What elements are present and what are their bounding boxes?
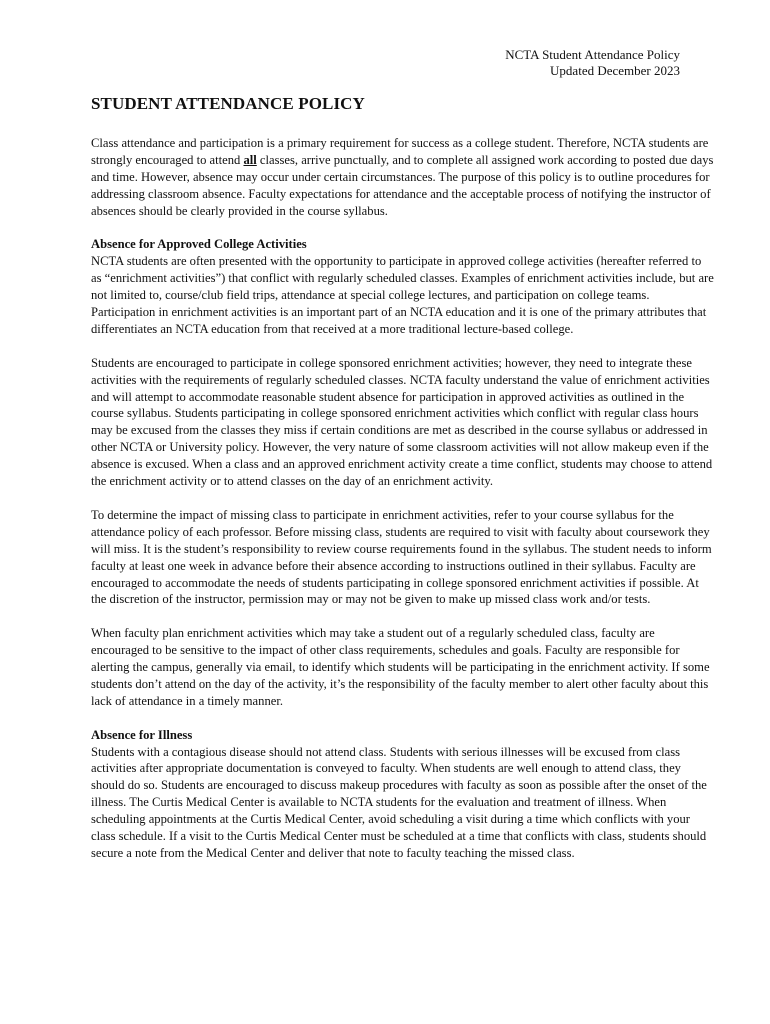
approved-activities-text-1: NCTA students are often presented with the opportunity to participate in approved college activities (hereafter referred to as “enrichment activities”) that conflict with regularly scheduled classes. Examples of enrichment activities include, but are not limited to, course/club field trips, attendance at special college lectures, and participation on college teams. Participation in enrichment activities is an important part of an NCTA education and it is one of the primary attributes that differentiates an NCTA education from that received at a more traditional lecture-based college. [91, 254, 714, 336]
illness-heading: Absence for Illness [91, 727, 193, 742]
intro-text-after: classes, arrive punctually, and to complete all assigned work according to posted due days and time. However, absence may occur under certain circumstances. The purpose of this policy is to outline procedures for addressing classroom absence. Faculty expectations for attendance and the acceptable process of notifying the instructor of absences should be clearly provided in the course syllabus. [91, 152, 714, 218]
approved-activities-heading: Absence for Approved College Activities [91, 237, 307, 252]
intro-emphasis: all [243, 152, 257, 167]
running-header [505, 47, 680, 79]
approved-activities-paragraph-1 [91, 236, 714, 337]
illness-paragraph [91, 727, 714, 862]
header-updated-date: Updated December 2023 [550, 63, 680, 78]
intro-paragraph [91, 135, 714, 220]
page-title: STUDENT ATTENDANCE POLICY [91, 94, 365, 113]
intro-text-before: Class attendance and participation is a primary requirement for success as a college student. Therefore, NCTA students are strongly encouraged to attend [91, 136, 709, 167]
approved-activities-paragraph-4: When faculty plan enrichment activities which may take a student out of a regularly scheduled class, faculty are encouraged to be sensitive to the impact of other class requirements, schedules and goals. Faculty are responsible for alerting the campus, generally via email, to identify which students will be participating in the enrichment activity. If some students don’t attend on the day of the activity, it’s the responsibility of the faculty member to alert other faculty about this lack of attendance in a timely manner. [91, 626, 710, 708]
approved-activities-paragraph-2: Students are encouraged to participate in college sponsored enrichment activities; however, they need to integrate these activities with the requirements of regularly scheduled classes. NCTA faculty understand the value of enrichment activities and will attempt to accommodate reasonable student absence for participation in approved activities as outlined in the course syllabus. Students participating in college sponsored enrichment activities which conflict with regular class hours may be excused from the classes they miss if certain conditions are met as described in the course syllabus or addressed in other NCTA or University policy. However, the very nature of some classroom activities will not allow makeup even if the absence is excused. When a class and an approved enrichment activity create a time conflict, students may choose to attend the enrichment activity or to attend classes on the day of an enrichment activity. [91, 355, 713, 489]
illness-text: Students with a contagious disease should not attend class. Students with serious illnesses will be excused from class activities after appropriate documentation is conveyed to faculty. When students are well enough to attend class, they should do so. Students are encouraged to discuss makeup procedures with faculty as soon as possible after the onset of the illness. The Curtis Medical Center is available to NCTA students for the evaluation and treatment of illness. When scheduling appointments at the Curtis Medical Center, avoid scheduling a visit during a time which conflicts with your class schedule. If a visit to the Curtis Medical Center must be scheduled at a time that conflicts with class, students should secure a note from the Medical Center and deliver that note to faculty teaching the missed class. [91, 744, 707, 860]
document-body [91, 135, 714, 879]
approved-activities-paragraph-3: To determine the impact of missing class to participate in enrichment activities, refer to your course syllabus for the attendance policy of each professor. Before missing class, students are required to visit with faculty about coursework they will miss. It is the student’s responsibility to review course requirements found in the syllabus. The student needs to inform faculty at least one week in advance before their absence according to instructions outlined in their syllabus. Faculty are encouraged to accommodate the needs of students participating in college sponsored enrichment activities if possible. At the discretion of the instructor, permission may or may not be given to make up missed class work and/or tests. [91, 507, 712, 607]
header-policy-name: NCTA Student Attendance Policy [505, 47, 680, 62]
